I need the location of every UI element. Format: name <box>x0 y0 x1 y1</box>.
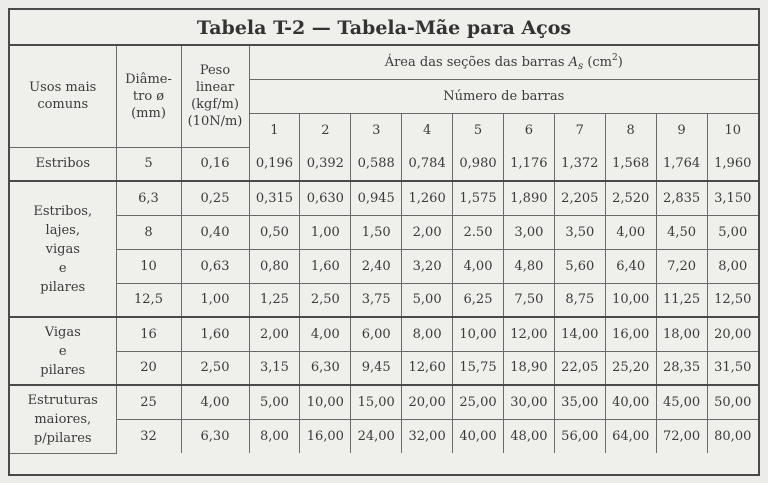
area-cell: 7,50 <box>503 283 554 317</box>
header-bar-count: 1 <box>249 113 300 147</box>
diameter-cell: 20 <box>116 351 181 385</box>
header-peso-line-4: (10N/m) <box>187 114 243 130</box>
diameter-cell: 10 <box>116 249 181 283</box>
weight-cell: 4,00 <box>181 385 249 419</box>
area-cell: 31,50 <box>707 351 758 385</box>
area-cell: 0,784 <box>402 147 453 181</box>
usage-line: Estribos <box>35 156 91 172</box>
table-row <box>10 351 758 385</box>
area-cell: 6,25 <box>453 283 504 317</box>
area-cell: 2.50 <box>453 215 504 249</box>
area-cell: 40,00 <box>605 385 656 419</box>
header-peso <box>181 46 249 147</box>
area-cell: 4,00 <box>300 317 351 351</box>
weight-cell: 0,16 <box>181 147 249 181</box>
area-cell: 0,588 <box>351 147 402 181</box>
area-cell: 6,40 <box>605 249 656 283</box>
area-cell: 10,00 <box>605 283 656 317</box>
area-cell: 1,260 <box>402 181 453 215</box>
area-cell: 1,00 <box>300 215 351 249</box>
header-diametro-line-2: tro ø <box>132 88 165 104</box>
header-bar-count: 7 <box>554 113 605 147</box>
diameter-cell: 5 <box>116 147 181 181</box>
area-cell: 5,60 <box>554 249 605 283</box>
table-row <box>10 283 758 317</box>
area-cell: 3,15 <box>249 351 300 385</box>
diameter-cell: 12,5 <box>116 283 181 317</box>
header-area-unit-close: ) <box>617 54 623 70</box>
weight-cell: 0,25 <box>181 181 249 215</box>
diameter-cell: 6,3 <box>116 181 181 215</box>
header-area-symbol: A <box>568 54 579 70</box>
steel-table-sheet <box>8 8 760 476</box>
area-cell: 15,75 <box>453 351 504 385</box>
header-bar-count: 8 <box>605 113 656 147</box>
header-area <box>249 46 758 79</box>
area-cell: 0,50 <box>249 215 300 249</box>
table-row <box>10 215 758 249</box>
area-cell: 2,205 <box>554 181 605 215</box>
usage-line: lajes, <box>45 222 80 238</box>
table-row <box>10 249 758 283</box>
header-peso-line-3: (kgf/m) <box>191 97 239 113</box>
header-bar-count: 10 <box>707 113 758 147</box>
usage-line: p/pilares <box>33 430 92 446</box>
table-row <box>10 181 758 215</box>
usage-line: Estribos, <box>33 203 93 219</box>
diameter-cell: 8 <box>116 215 181 249</box>
header-area-unit-open: (cm <box>583 54 612 70</box>
usage-line: pilares <box>40 279 86 295</box>
weight-cell: 1,60 <box>181 317 249 351</box>
header-bar-count: 5 <box>453 113 504 147</box>
area-cell: 25,00 <box>453 385 504 419</box>
usage-line: Vigas <box>44 324 81 340</box>
diameter-cell: 32 <box>116 419 181 453</box>
area-cell: 4,00 <box>453 249 504 283</box>
area-cell: 2,00 <box>249 317 300 351</box>
area-cell: 6,30 <box>300 351 351 385</box>
area-cell: 0,945 <box>351 181 402 215</box>
header-usos-line-2: comuns <box>37 97 89 113</box>
header-bar-count: 3 <box>351 113 402 147</box>
area-cell: 2,40 <box>351 249 402 283</box>
usage-cell <box>10 147 116 181</box>
area-cell: 18,90 <box>503 351 554 385</box>
header-area-subscript: s <box>578 60 584 72</box>
area-cell: 50,00 <box>707 385 758 419</box>
area-cell: 35,00 <box>554 385 605 419</box>
area-cell: 2,00 <box>402 215 453 249</box>
area-cell: 22,05 <box>554 351 605 385</box>
area-cell: 0,980 <box>453 147 504 181</box>
steel-area-table <box>10 46 758 454</box>
area-cell: 1,372 <box>554 147 605 181</box>
area-cell: 30,00 <box>503 385 554 419</box>
area-cell: 18,00 <box>656 317 707 351</box>
area-cell: 0,630 <box>300 181 351 215</box>
header-bar-count: 6 <box>503 113 554 147</box>
area-cell: 1,50 <box>351 215 402 249</box>
area-cell: 0,315 <box>249 181 300 215</box>
header-usos-line-1: Usos mais <box>29 80 97 96</box>
area-cell: 4,00 <box>605 215 656 249</box>
area-cell: 15,00 <box>351 385 402 419</box>
table-row <box>10 147 758 181</box>
area-cell: 3,50 <box>554 215 605 249</box>
header-diametro <box>116 46 181 147</box>
usage-line: e <box>58 260 67 276</box>
header-bar-count: 4 <box>402 113 453 147</box>
area-cell: 16,00 <box>300 419 351 453</box>
header-bar-count: 9 <box>656 113 707 147</box>
header-peso-line-2: linear <box>195 80 235 96</box>
area-cell: 3,75 <box>351 283 402 317</box>
area-cell: 1,890 <box>503 181 554 215</box>
area-cell: 0,392 <box>300 147 351 181</box>
area-cell: 10,00 <box>300 385 351 419</box>
area-cell: 3,20 <box>402 249 453 283</box>
header-area-unit-exp: 2 <box>612 52 618 63</box>
area-cell: 9,45 <box>351 351 402 385</box>
area-cell: 64,00 <box>605 419 656 453</box>
table-row <box>10 317 758 351</box>
table-title: Tabela T-2 — Tabela-Mãe para Aços <box>10 10 758 46</box>
area-cell: 2,520 <box>605 181 656 215</box>
usage-cell <box>10 385 116 453</box>
area-cell: 80,00 <box>707 419 758 453</box>
weight-cell: 1,00 <box>181 283 249 317</box>
area-cell: 1,575 <box>453 181 504 215</box>
area-cell: 2,50 <box>300 283 351 317</box>
area-cell: 6,00 <box>351 317 402 351</box>
area-cell: 7,20 <box>656 249 707 283</box>
area-cell: 72,00 <box>656 419 707 453</box>
area-cell: 45,00 <box>656 385 707 419</box>
area-cell: 32,00 <box>402 419 453 453</box>
area-cell: 2,835 <box>656 181 707 215</box>
area-cell: 12,00 <box>503 317 554 351</box>
usage-line: Estruturas <box>27 392 98 408</box>
area-cell: 0,80 <box>249 249 300 283</box>
header-numero-barras: Número de barras <box>249 79 758 113</box>
usage-cell <box>10 317 116 385</box>
area-cell: 8,00 <box>707 249 758 283</box>
header-usos <box>10 46 116 147</box>
diameter-cell: 25 <box>116 385 181 419</box>
header-peso-line-1: Peso <box>199 63 231 79</box>
area-cell: 1,25 <box>249 283 300 317</box>
header-diametro-line-3: (mm) <box>131 105 166 121</box>
table-row <box>10 419 758 453</box>
area-cell: 1,568 <box>605 147 656 181</box>
usage-cell <box>10 181 116 317</box>
area-cell: 1,960 <box>707 147 758 181</box>
usage-line: pilares <box>40 362 86 378</box>
area-cell: 5,00 <box>707 215 758 249</box>
header-area-prefix: Área das seções das barras <box>384 54 569 70</box>
area-cell: 20,00 <box>707 317 758 351</box>
area-cell: 5,00 <box>402 283 453 317</box>
area-cell: 20,00 <box>402 385 453 419</box>
area-cell: 16,00 <box>605 317 656 351</box>
area-cell: 8,75 <box>554 283 605 317</box>
area-cell: 1,176 <box>503 147 554 181</box>
area-cell: 28,35 <box>656 351 707 385</box>
area-cell: 25,20 <box>605 351 656 385</box>
area-cell: 8,00 <box>249 419 300 453</box>
area-cell: 3,00 <box>503 215 554 249</box>
usage-line: vigas <box>45 241 80 257</box>
header-bar-count: 2 <box>300 113 351 147</box>
area-cell: 5,00 <box>249 385 300 419</box>
area-cell: 4,50 <box>656 215 707 249</box>
area-cell: 11,25 <box>656 283 707 317</box>
area-cell: 40,00 <box>453 419 504 453</box>
weight-cell: 6,30 <box>181 419 249 453</box>
area-cell: 56,00 <box>554 419 605 453</box>
weight-cell: 2,50 <box>181 351 249 385</box>
header-diametro-line-1: Diâme- <box>125 71 172 87</box>
weight-cell: 0,63 <box>181 249 249 283</box>
area-cell: 48,00 <box>503 419 554 453</box>
diameter-cell: 16 <box>116 317 181 351</box>
area-cell: 14,00 <box>554 317 605 351</box>
area-cell: 12,50 <box>707 283 758 317</box>
table-row <box>10 385 758 419</box>
area-cell: 0,196 <box>249 147 300 181</box>
area-cell: 12,60 <box>402 351 453 385</box>
usage-line: e <box>58 343 67 359</box>
area-cell: 8,00 <box>402 317 453 351</box>
area-cell: 10,00 <box>453 317 504 351</box>
area-cell: 4,80 <box>503 249 554 283</box>
weight-cell: 0,40 <box>181 215 249 249</box>
area-cell: 24,00 <box>351 419 402 453</box>
area-cell: 3,150 <box>707 181 758 215</box>
area-cell: 1,60 <box>300 249 351 283</box>
usage-line: maiores, <box>34 411 92 427</box>
area-cell: 1,764 <box>656 147 707 181</box>
